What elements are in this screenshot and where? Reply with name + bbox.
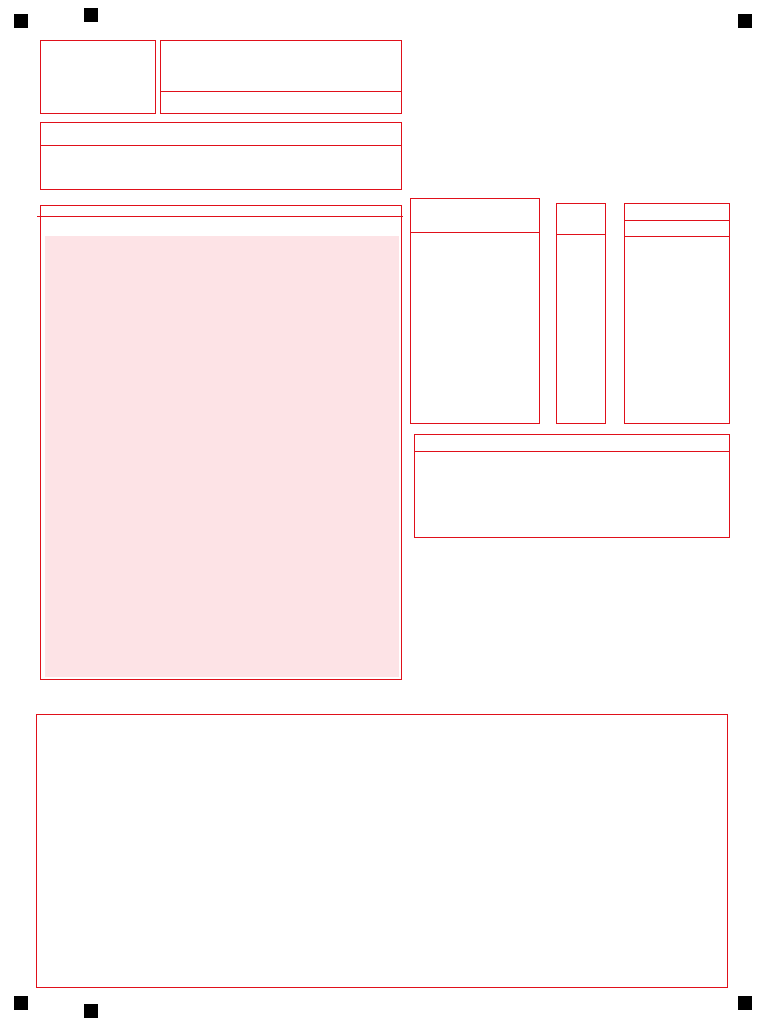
- nomor-box: [410, 198, 540, 424]
- registration-mark-top-right: [738, 14, 752, 28]
- example-box: [40, 122, 402, 190]
- jawaban-box: [36, 714, 728, 988]
- kelas-box: [556, 203, 606, 424]
- registration-mark-bottom-mid: [84, 1004, 98, 1018]
- registration-mark-bottom-left: [14, 996, 28, 1010]
- registration-mark-top-left: [14, 14, 28, 28]
- nama-peserta-box: [40, 205, 402, 680]
- school-header: [160, 40, 402, 114]
- photo-box: [40, 40, 156, 114]
- tanggal-lahir-box: [624, 203, 730, 424]
- registration-mark-bottom-right: [738, 996, 752, 1010]
- registration-mark-top-mid: [84, 8, 98, 22]
